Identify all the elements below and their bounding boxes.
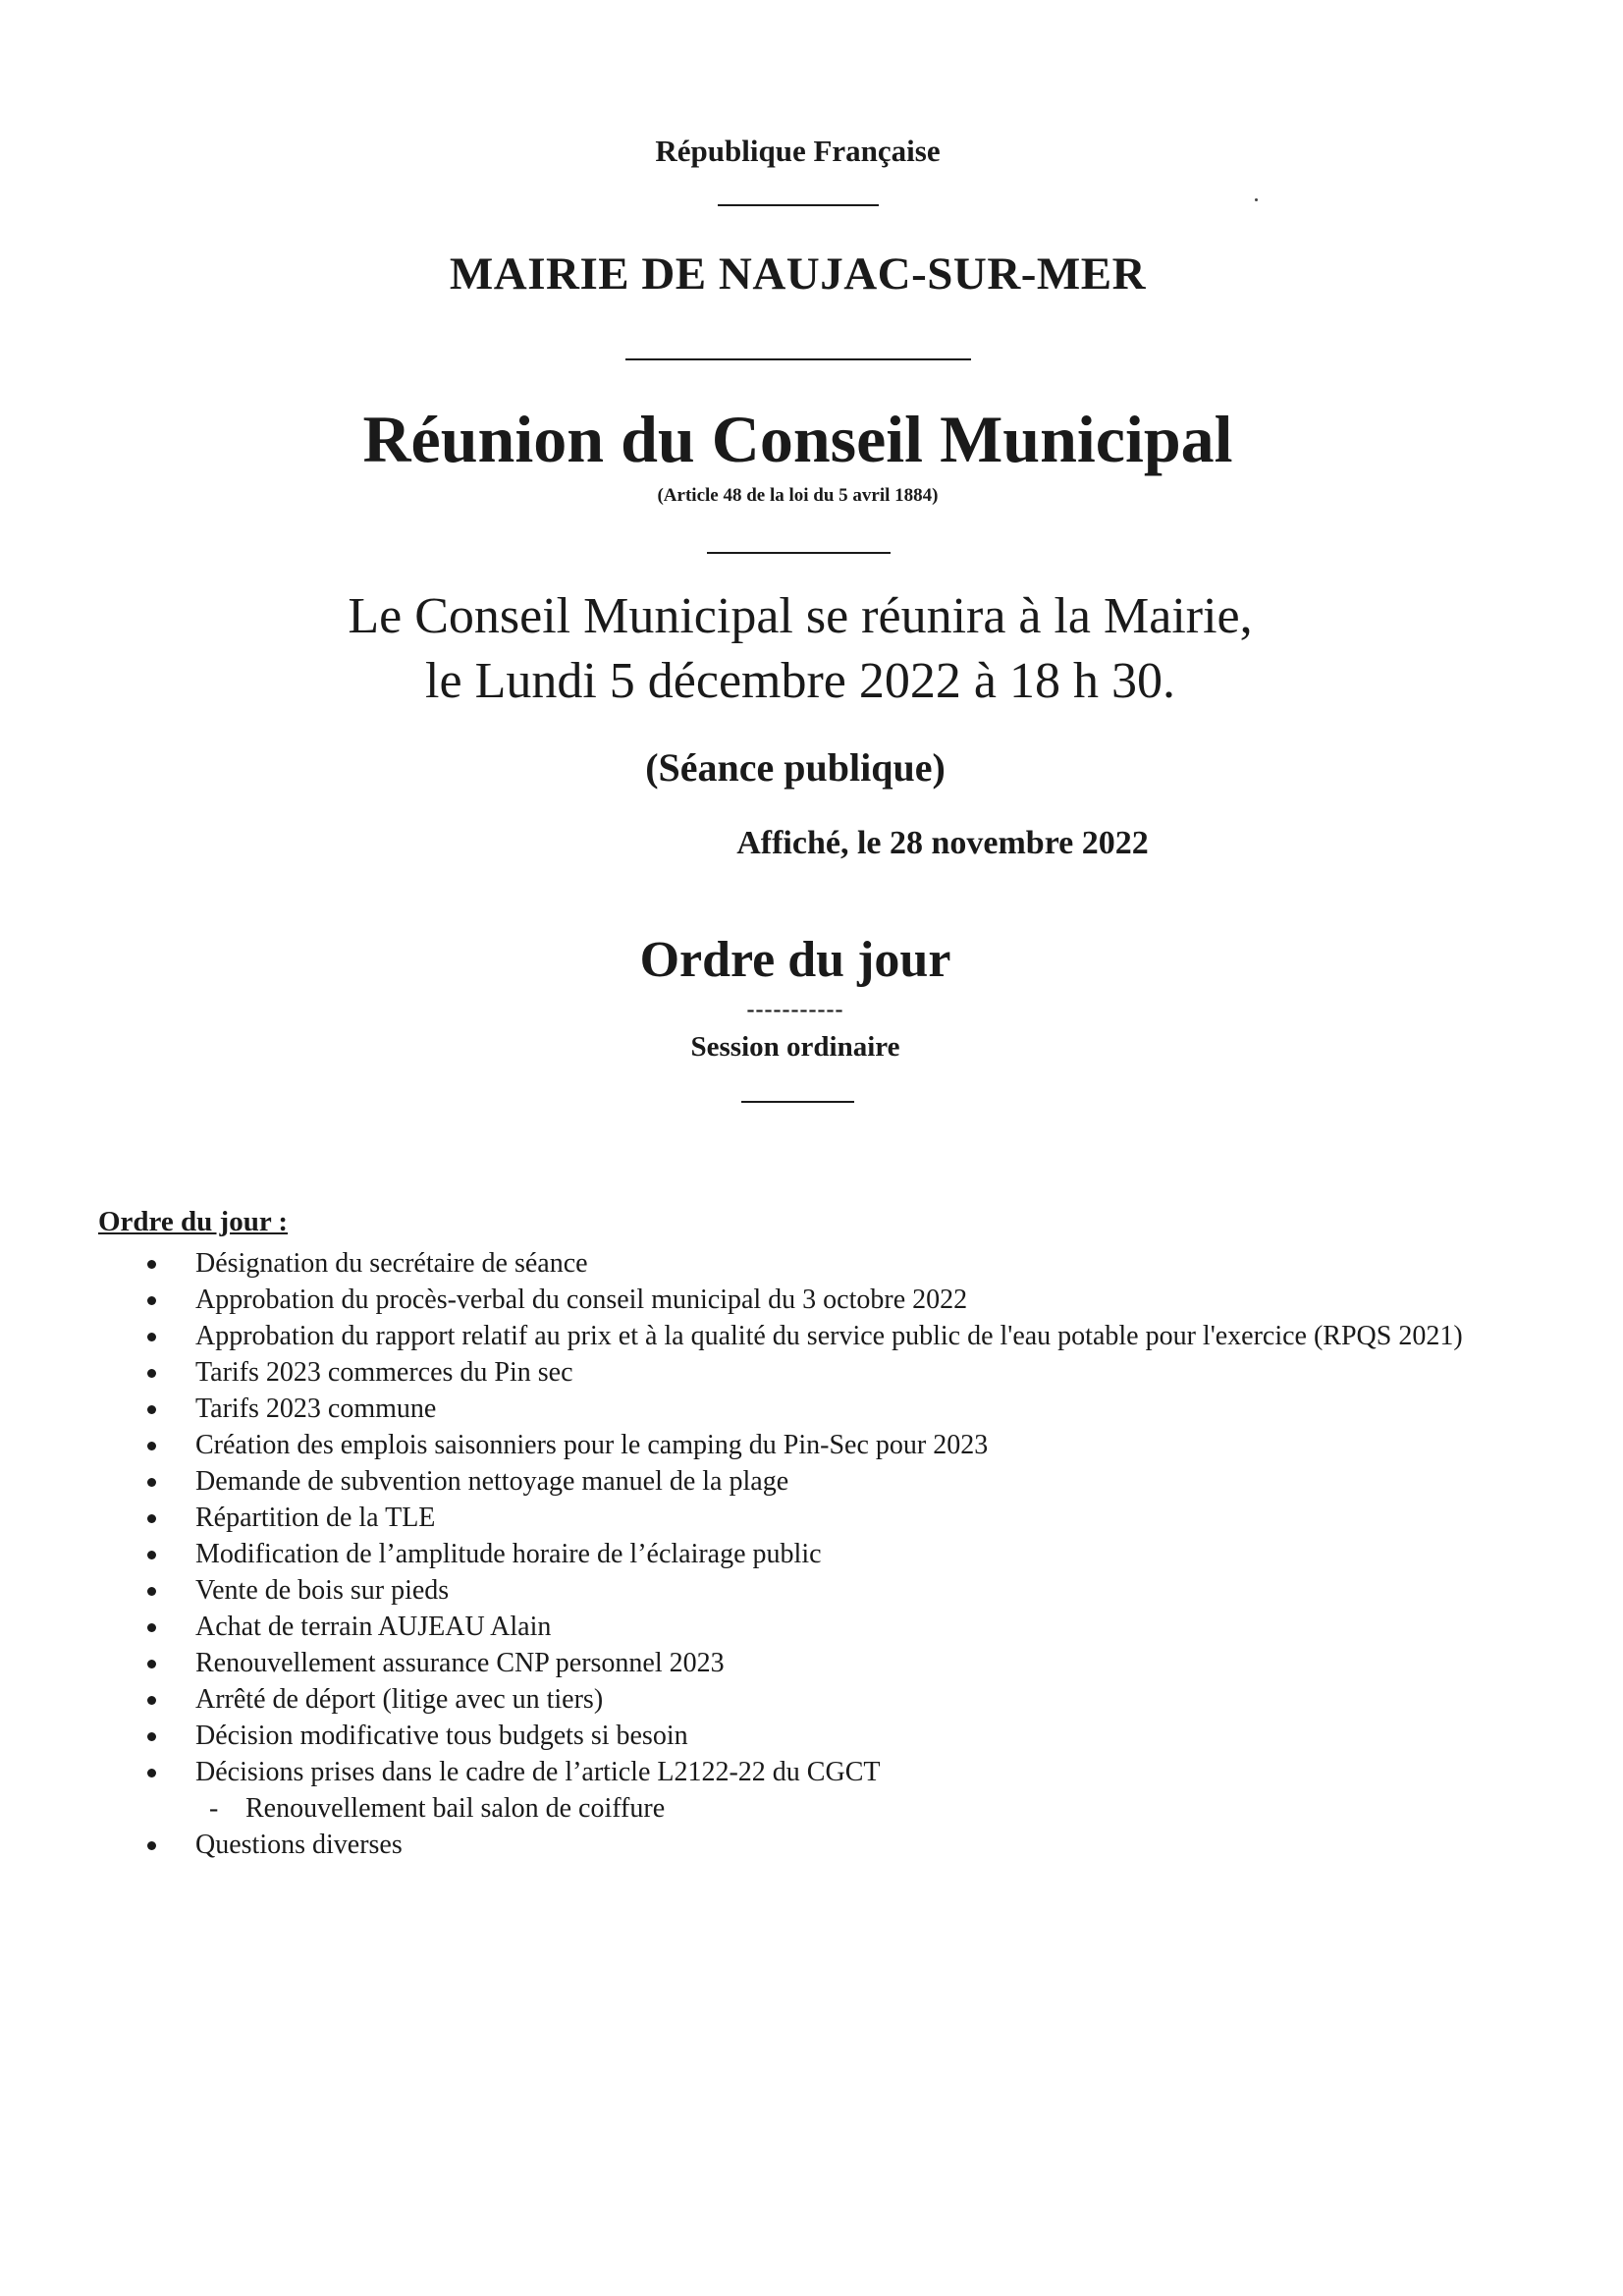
- list-item: Approbation du rapport relatif au prix et à la qualité du service public de l'eau potable pour l'exercice (RPQS 2021): [0, 1318, 1623, 1354]
- list-sub-item: [0, 1790, 1623, 1827]
- scan-speck: [1255, 198, 1258, 201]
- agenda-heading: Ordre du jour :: [98, 1206, 289, 1237]
- list-item: Répartition de la TLE: [0, 1500, 1623, 1536]
- seance-type: (Séance publique): [645, 745, 946, 790]
- bullet-icon: [147, 1514, 156, 1523]
- agenda-list: [0, 1245, 1623, 1863]
- divider-2: [625, 358, 971, 360]
- announcement-line-2: le Lundi 5 décembre 2022 à 18 h 30.: [425, 653, 1175, 709]
- bullet-icon: [147, 1696, 156, 1705]
- list-item: Questions diverses: [0, 1827, 1623, 1863]
- bullet-icon: [147, 1769, 156, 1777]
- bullet-icon: [147, 1478, 156, 1487]
- bullet-icon: [147, 1405, 156, 1414]
- mairie-heading: MAIRIE DE NAUJAC-SUR-MER: [449, 248, 1147, 300]
- bullet-icon: [147, 1841, 156, 1850]
- divider-4: [741, 1101, 854, 1103]
- ordre-dashes: -----------: [746, 997, 844, 1022]
- bullet-icon: [147, 1296, 156, 1305]
- divider-3: [707, 552, 891, 554]
- list-item: Décision modificative tous budgets si besoin: [0, 1718, 1623, 1754]
- list-item: Approbation du procès-verbal du conseil municipal du 3 octobre 2022: [0, 1282, 1623, 1318]
- bullet-icon: [147, 1623, 156, 1632]
- sub-item-label: Renouvellement bail salon de coiffure: [245, 1793, 666, 1824]
- bullet-icon: [147, 1660, 156, 1668]
- bullet-icon: [147, 1587, 156, 1596]
- page-title: Réunion du Conseil Municipal: [362, 402, 1233, 476]
- list-item: Vente de bois sur pieds: [0, 1572, 1623, 1609]
- bullet-icon: [147, 1369, 156, 1378]
- announcement-line-1: Le Conseil Municipal se réunira à la Mairie,: [348, 588, 1253, 644]
- list-item: Demande de subvention nettoyage manuel de la plage: [0, 1463, 1623, 1500]
- list-item: Tarifs 2023 commune: [0, 1391, 1623, 1427]
- session-type: Session ordinaire: [690, 1031, 900, 1063]
- list-item: Modification de l’amplitude horaire de l’éclairage public: [0, 1536, 1623, 1572]
- list-item: Arrêté de déport (litige avec un tiers): [0, 1681, 1623, 1718]
- ordre-title: Ordre du jour: [639, 932, 951, 988]
- republic-heading: République Française: [655, 134, 941, 168]
- divider-1: [718, 204, 879, 206]
- article-reference: (Article 48 de la loi du 5 avril 1884): [657, 485, 939, 506]
- sub-item-dash: -: [209, 1793, 219, 1824]
- bullet-icon: [147, 1551, 156, 1559]
- list-item: Désignation du secrétaire de séance: [0, 1245, 1623, 1282]
- posted-date: Affiché, le 28 novembre 2022: [736, 825, 1149, 861]
- bullet-icon: [147, 1732, 156, 1741]
- list-item: Tarifs 2023 commerces du Pin sec: [0, 1354, 1623, 1391]
- bullet-icon: [147, 1260, 156, 1269]
- list-item: Décisions prises dans le cadre de l’article L2122-22 du CGCT: [0, 1754, 1623, 1790]
- list-item: Achat de terrain AUJEAU Alain: [0, 1609, 1623, 1645]
- list-item: Création des emplois saisonniers pour le camping du Pin-Sec pour 2023: [0, 1427, 1623, 1463]
- bullet-icon: [147, 1442, 156, 1450]
- list-item: Renouvellement assurance CNP personnel 2023: [0, 1645, 1623, 1681]
- bullet-icon: [147, 1333, 156, 1341]
